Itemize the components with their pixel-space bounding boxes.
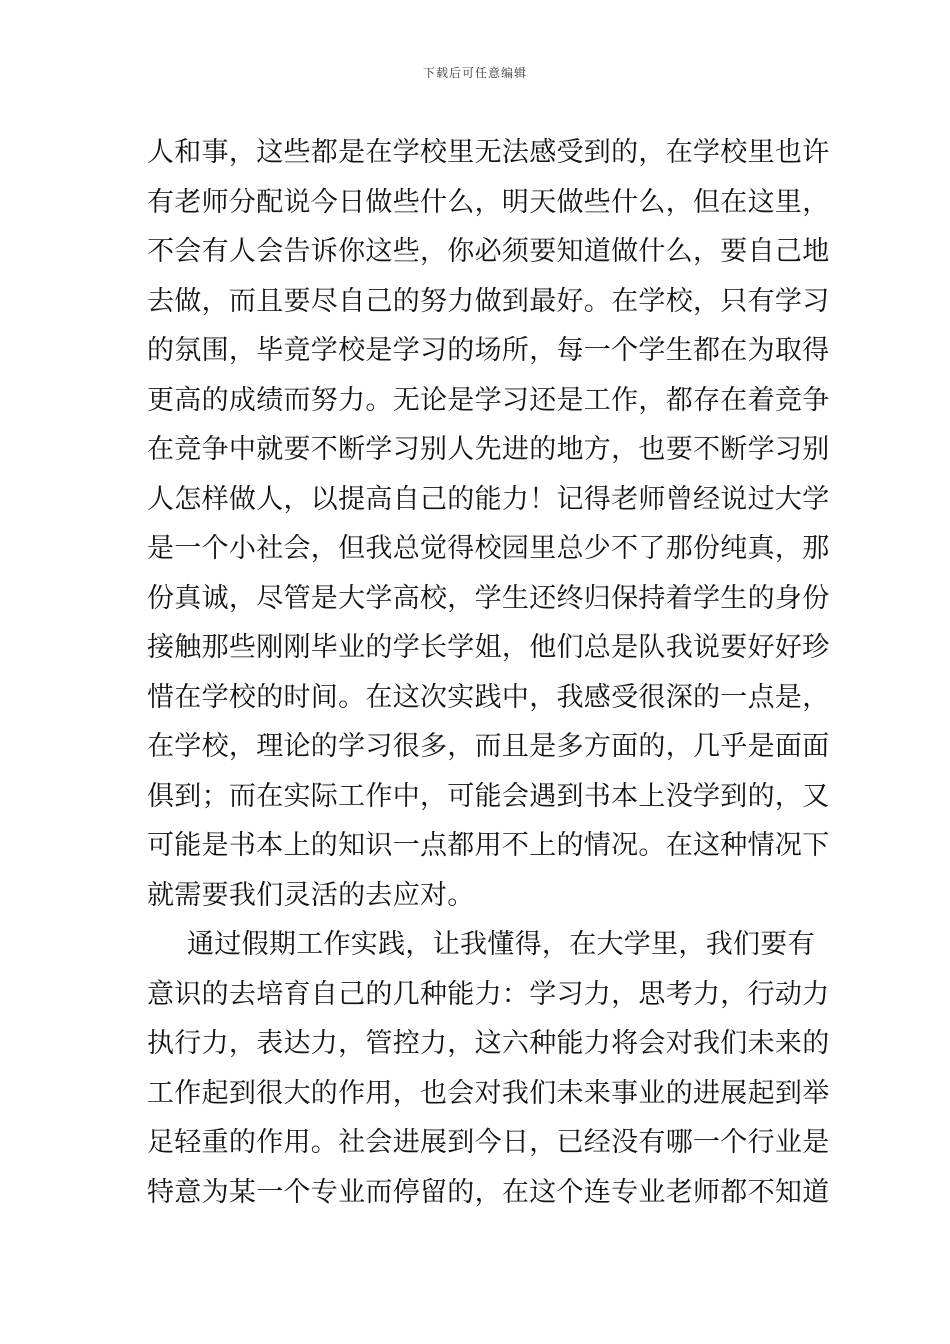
text-line: 有老师分配说今日做些什么，明天做些什么，但在这里， [147,186,830,218]
paragraph-2 [147,920,830,1217]
text-line: 特意为某一个专业而停留的，在这个连专业老师都不知道 [147,1176,830,1208]
text-line: 份真诚，尽管是大学高校，学生还终归保持着学生的身份 [147,582,830,614]
page-header: 下载后可任意编辑 [422,66,527,80]
text-line: 在学校，理论的学习很多，而且是多方面的，几乎是面面 [147,731,830,762]
text-line: 工作起到很大的作用，也会对我们未来事业的进展起到举 [147,1077,830,1109]
text-line: 更高的成绩而努力。无论是学习还是工作，都存在着竞争 [147,384,830,416]
text-line: 是一个小社会，但我总觉得校园里总少不了那份纯真，那 [147,533,830,564]
text-line: 就需要我们灵活的去应对。 [147,879,475,911]
text-line: 去做，而且要尽自己的努力做到最好。在学校，只有学习 [147,285,830,317]
text-line: 人和事，这些都是在学校里无法感受到的，在学校里也许 [147,137,830,168]
text-line: 可能是书本上的知识一点都用不上的情况。在这种情况下 [147,830,830,861]
text-line: 人怎样做人，以提高自己的能力！记得老师曾经说过大学 [147,483,830,515]
text-line: 意识的去培育自己的几种能力：学习力，思考力，行动力 [147,978,830,1010]
text-line: 不会有人会告诉你这些，你必须要知道做什么，要自己地 [147,236,830,267]
text-line: 执行力，表达力，管控力，这六种能力将会对我们未来的 [147,1028,830,1059]
text-line: 足轻重的作用。社会进展到今日，已经没有哪一个行业是 [147,1127,830,1158]
paragraph-1 [147,128,830,920]
text-line: 通过假期工作实践，让我懂得，在大学里，我们要有 [187,929,815,960]
text-line: 惜在学校的时间。在这次实践中，我感受很深的一点是， [147,681,830,713]
document-body [147,128,830,1217]
text-line: 接触那些刚刚毕业的学长学姐，他们总是队我说要好好珍 [147,632,830,663]
text-line: 俱到；而在实际工作中，可能会遇到书本上没学到的，又 [147,780,830,812]
text-line: 在竞争中就要不断学习别人先进的地方，也要不断学习别 [147,434,830,465]
text-line: 的氛围，毕竟学校是学习的场所，每一个学生都在为取得 [147,335,830,366]
